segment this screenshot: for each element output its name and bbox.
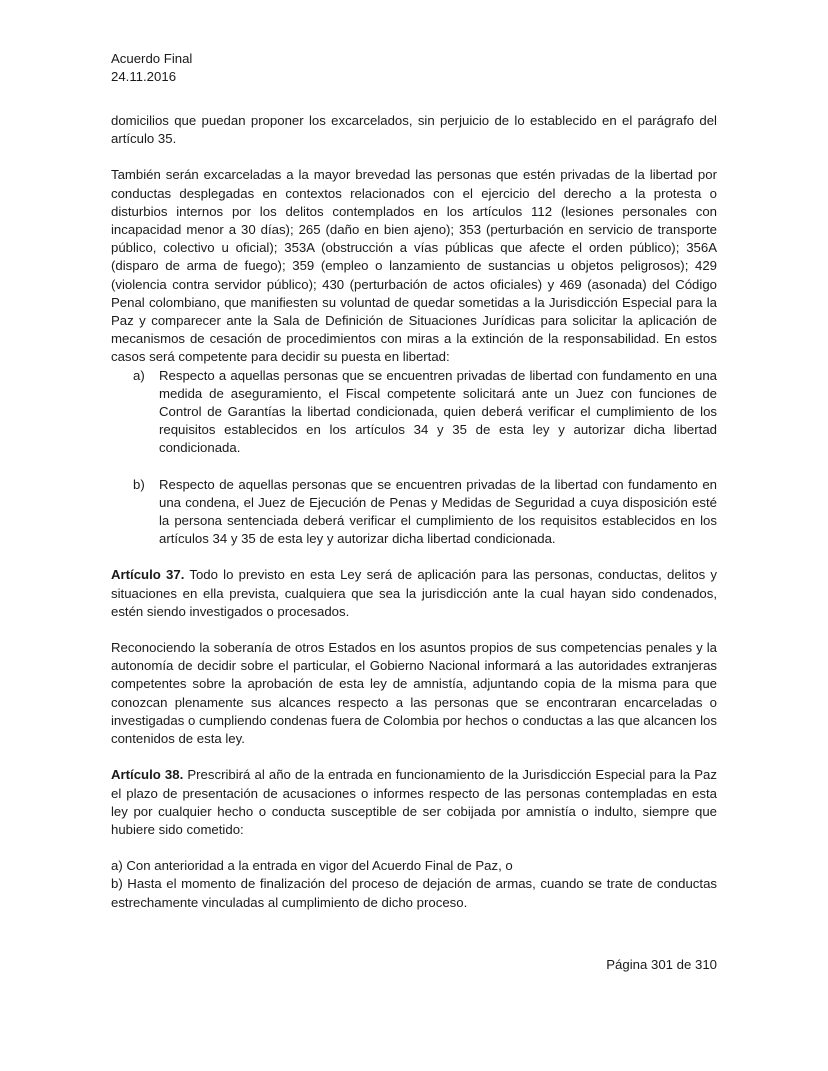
header-title: Acuerdo Final: [111, 51, 193, 66]
article-37: [111, 566, 717, 621]
list-marker: a): [133, 367, 145, 383]
document-body: [111, 112, 717, 912]
page-header: [111, 50, 192, 86]
paragraph-continuation: domicilios que puedan proponer los excarcelados, sin perjuicio de lo establecido en el parágrafo del artículo 35.: [111, 113, 717, 147]
page-number: Página 301 de 310: [606, 957, 717, 972]
clause-a: a) Con anterioridad a la entrada en vigor del Acuerdo Final de Paz, o: [111, 858, 513, 874]
article-38-label: Artículo 38.: [111, 767, 184, 783]
list-item-text: Respecto de aquellas personas que se encuentren privadas de la libertad con fundamento en una condena, el Juez de Ejecución de Penas y Medidas de Seguridad a cuya disposición esté la persona sentenciada deberá verificar el cumplimiento de los requisitos establecidos en los artículos 34 y 35 de esta ley y autorizar dicha libertad condicionada.: [159, 476, 717, 547]
list-item-b: [111, 476, 717, 549]
article-37-label: Artículo 37.: [111, 567, 185, 583]
article-38: [111, 766, 717, 839]
clause-b: b) Hasta el momento de finalización del proceso de dejación de armas, cuando se trate de conductas estrechamente vinculadas al cumplimiento de dicho proceso.: [111, 876, 717, 910]
header-date: 24.11.2016: [111, 69, 177, 84]
paragraph-soberania: Reconociendo la soberanía de otros Estados en los asuntos propios de sus competencias penales y la autonomía de decidir sobre el particular, el Gobierno Nacional informará a las autoridades extranjeras competentes sobre la aprobación de esta ley de amnistía, adjuntando copia de la misma para que conozcan plenamente sus alcances respecto a las personas que se encontraran encarceladas o investigadas o cumpliendo condenas fuera de Colombia por hechos o conductas a las que alcancen los contenidos de esta ley.: [111, 640, 717, 747]
list-marker: b): [133, 476, 145, 492]
article-37-text: Todo lo previsto en esta Ley será de aplicación para las personas, conductas, delitos y situaciones en ella prevista, cualquiera que sea la jurisdicción ante la cual hayan sido condenados, estén siendo investigados o procesados.: [111, 567, 717, 619]
list-item-a: [111, 367, 717, 458]
paragraph-excarceladas: También serán excarceladas a la mayor brevedad las personas que estén privadas de la libertad por conductas desplegadas en contextos relacionados con el ejercicio del derecho a la protesta o disturbios internos por los delitos contemplados en los artículos 112 (lesiones personales con incapacidad menor a 30 días); 265 (daño en bien ajeno); 353 (perturbación en servicio de transporte público, colectivo u oficial); 353A (obstrucción a vías públicas que afecte el orden público); 356A (disparo de arma de fuego); 359 (empleo o lanzamiento de sustancias u objetos peligrosos); 429 (violencia contra servidor público); 430 (perturbación de actos oficiales) y 469 (asonada) del Código Penal colombiano, que manifiesten su voluntad de quedar sometidas a la Jurisdicción Especial para la Paz y comparecer ante la Sala de Definición de Situaciones Jurídicas para solicitar la aplicación de mecanismos de cesación de procedimientos con miras a la extinción de la responsabilidad. En estos casos será competente para decidir su puesta en libertad:: [111, 167, 717, 365]
list-item-text: Respecto a aquellas personas que se encuentren privadas de libertad con fundamento en una medida de aseguramiento, el Fiscal competente solicitará ante un Juez con funciones de Control de Garantías la libertad condicionada, quien deberá verificar el cumplimiento de los requisitos establecidos en los artículos 34 y 35 de esta ley y autorizar dicha libertad condicionada.: [159, 367, 717, 456]
article-38-text: Prescribirá al año de la entrada en funcionamiento de la Jurisdicción Especial para la Paz el plazo de presentación de acusaciones o informes respecto de las personas contempladas en esta ley por cualquier hecho o conducta susceptible de ser cobijada por amnistía o indulto, siempre que hubiere sido cometido:: [111, 767, 717, 837]
